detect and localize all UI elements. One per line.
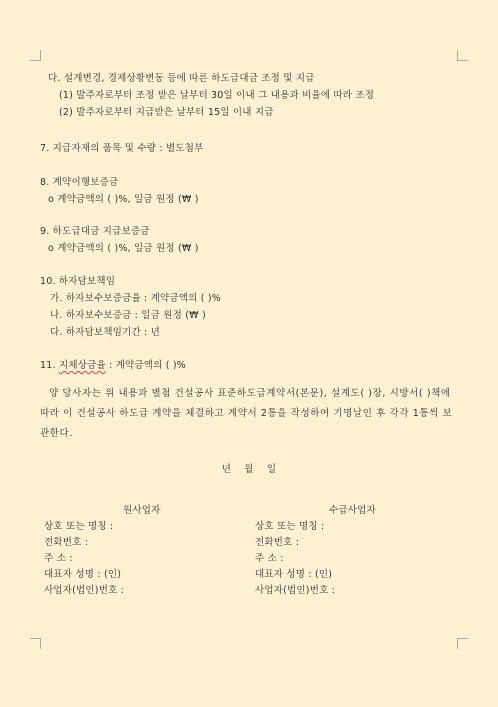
section-11-suffix: : 계약금액의 ( )% xyxy=(105,360,187,371)
subcontractor-phone: 전화번호 : xyxy=(255,537,300,548)
section-10-b: 나. 하자보수보증금 : 일금 원정 (₩ ) xyxy=(50,310,206,321)
contractor-representative: 대표자 성명 : (인) xyxy=(44,569,122,580)
section-9-title: 9. 하도급대금 지급보증금 xyxy=(40,226,150,237)
section-7-title: 7. 지급자재의 품목 및 수량 : 별도첨부 xyxy=(40,143,204,154)
section-10-c: 다. 하자담보책임기간 : 년 xyxy=(50,327,161,338)
agreement-paragraph: 양 당사자는 위 내용과 별첨 건설공사 표준하도급계약서(본문), 설계도( )장, 시방서( )책에 따라 이 건설공사 하도급 계약을 체결하고 계약서 2통을 작성하여 기명날인 후 각각 1통씩 보관한다. xyxy=(40,388,453,439)
contract-date: 년 월 일 xyxy=(221,464,277,475)
item-da-line-2: (2) 발주자로부터 지급받은 날부터 15일 이내 지급 xyxy=(59,107,274,118)
section-11-prefix: 11. xyxy=(40,360,59,371)
corner-mark xyxy=(30,638,41,649)
contractor-header: 원사업자 xyxy=(123,505,161,516)
item-da-line-1: (1) 발주자로부터 조정 받은 날부터 30일 이내 그 내용과 비율에 따라 조정 xyxy=(59,90,375,101)
contractor-business-number: 사업자(법인)번호 : xyxy=(44,585,125,596)
corner-mark xyxy=(457,50,468,61)
contractor-name: 상호 또는 명칭 : xyxy=(44,521,114,532)
contractor-address: 주 소 : xyxy=(44,553,73,564)
item-da-title: 다. 설계변경, 경제상황변동 등에 따른 하도급대금 조정 및 지급 xyxy=(48,73,315,84)
section-10-title: 10. 하자담보책임 xyxy=(40,276,116,287)
subcontractor-address: 주 소 : xyxy=(255,553,284,564)
subcontractor-representative: 대표자 성명 : (인) xyxy=(255,569,333,580)
section-11-term: 지체상금율 xyxy=(58,360,106,371)
section-8-title: 8. 계약이행보증금 xyxy=(40,177,119,188)
section-10-a: 가. 하자보수보증금율 : 계약금액의 ( )% xyxy=(50,293,222,304)
subcontractor-business-number: 사업자(법인)번호 : xyxy=(255,585,336,596)
subcontractor-name: 상호 또는 명칭 : xyxy=(255,521,325,532)
section-9-line: o 계약금액의 ( )%, 일금 원정 (₩ ) xyxy=(48,243,199,254)
section-11-line xyxy=(40,360,186,372)
section-8-line: o 계약금액의 ( )%, 일금 원정 (₩ ) xyxy=(48,194,199,205)
corner-mark xyxy=(30,50,41,61)
contractor-phone: 전화번호 : xyxy=(44,537,89,548)
subcontractor-header: 수급사업자 xyxy=(329,505,376,516)
corner-mark xyxy=(457,638,468,649)
